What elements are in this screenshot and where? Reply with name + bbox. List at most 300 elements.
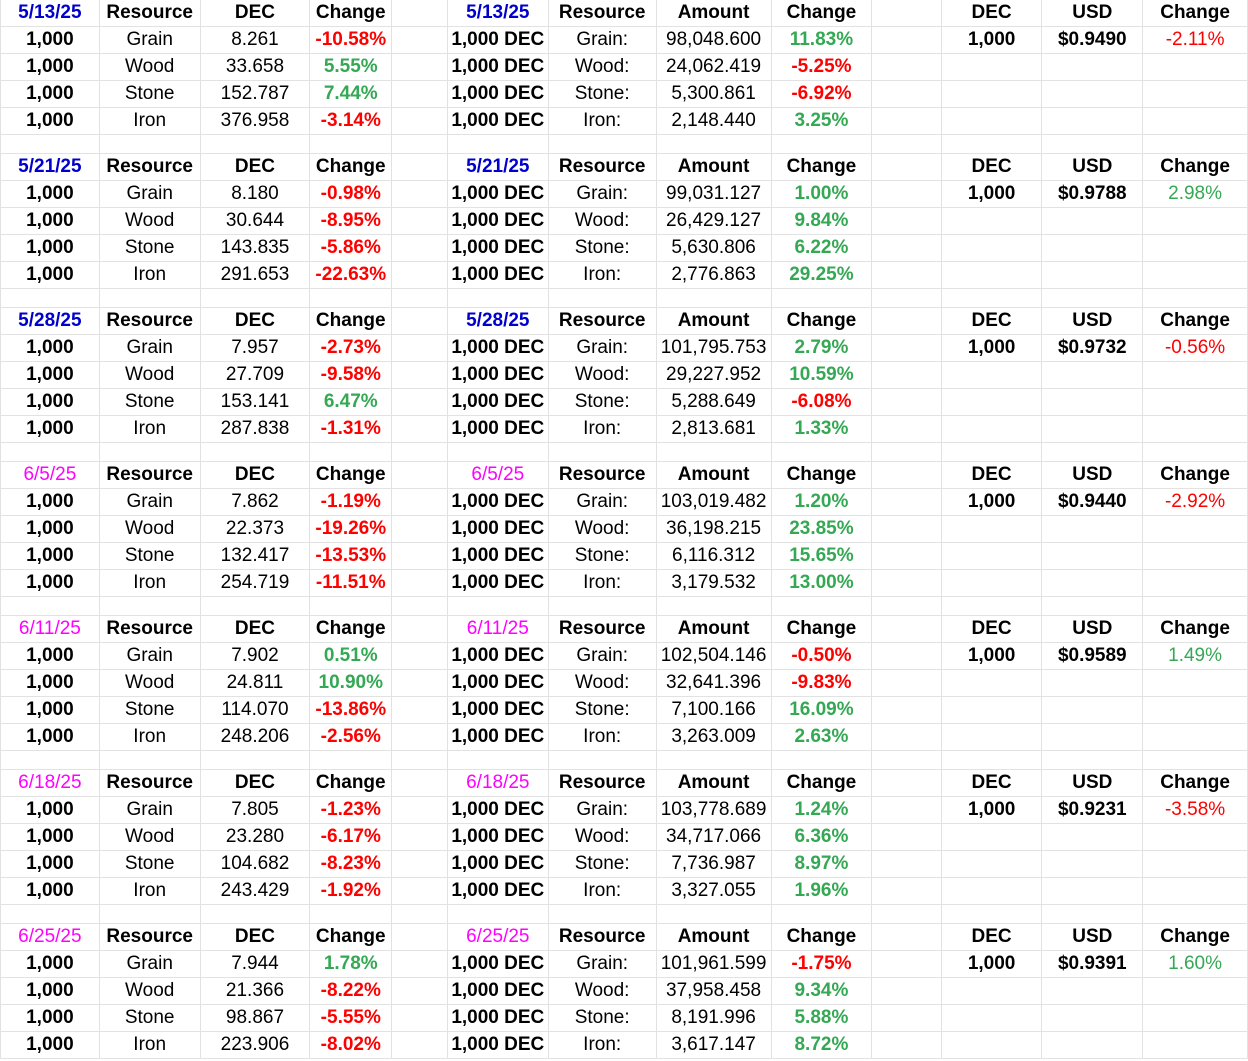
empty-cell[interactable] — [656, 905, 771, 924]
empty-cell[interactable] — [1042, 751, 1143, 770]
resource-cell[interactable]: Wood — [99, 978, 200, 1005]
resource-cell[interactable]: Stone — [99, 81, 200, 108]
amount-cell[interactable]: 36,198.215 — [656, 516, 771, 543]
empty-cell[interactable] — [941, 443, 1042, 462]
resource-cell[interactable]: Stone: — [548, 697, 656, 724]
empty-cell[interactable] — [392, 135, 448, 154]
header-cell-dec[interactable]: DEC — [200, 924, 310, 951]
amount-cell[interactable]: 5,300.861 — [656, 81, 771, 108]
empty-cell[interactable] — [1143, 443, 1248, 462]
resource-cell[interactable]: Wood: — [548, 978, 656, 1005]
empty-cell[interactable] — [872, 289, 941, 308]
change-cell[interactable]: 8.72% — [771, 1032, 872, 1059]
empty-cell[interactable] — [1042, 543, 1143, 570]
amount-cell[interactable]: 103,019.482 — [656, 489, 771, 516]
usd-change-cell[interactable]: 1.60% — [1143, 951, 1248, 978]
qty-cell[interactable]: 1,000 — [1, 489, 100, 516]
empty-cell[interactable] — [200, 905, 310, 924]
header-cell-dec[interactable]: DEC — [200, 154, 310, 181]
resource-cell[interactable]: Grain: — [548, 643, 656, 670]
empty-cell[interactable] — [392, 570, 448, 597]
amount-cell[interactable]: 3,617.147 — [656, 1032, 771, 1059]
dec-qty-cell[interactable]: 1,000 DEC — [447, 824, 548, 851]
empty-cell[interactable] — [941, 1005, 1042, 1032]
dec-qty-cell[interactable]: 1,000 DEC — [447, 262, 548, 289]
dec-price-cell[interactable]: 291.653 — [200, 262, 310, 289]
amount-cell[interactable]: 7,736.987 — [656, 851, 771, 878]
amount-cell[interactable]: 2,813.681 — [656, 416, 771, 443]
dec-qty-cell[interactable]: 1,000 DEC — [447, 543, 548, 570]
change-cell[interactable]: 9.34% — [771, 978, 872, 1005]
change-cell[interactable]: 13.00% — [771, 570, 872, 597]
header-cell-dec[interactable]: DEC — [200, 770, 310, 797]
qty-cell[interactable]: 1,000 — [1, 335, 100, 362]
resource-cell[interactable]: Grain — [99, 181, 200, 208]
empty-cell[interactable] — [1042, 443, 1143, 462]
dec-price-cell[interactable]: 287.838 — [200, 416, 310, 443]
dec-price-cell[interactable]: 143.835 — [200, 235, 310, 262]
qty-cell[interactable]: 1,000 — [1, 643, 100, 670]
empty-cell[interactable] — [1143, 54, 1248, 81]
dec-qty-cell[interactable]: 1,000 DEC — [447, 81, 548, 108]
empty-cell[interactable] — [872, 54, 941, 81]
header-cell-change[interactable]: Change — [1143, 924, 1248, 951]
empty-cell[interactable] — [872, 597, 941, 616]
week-date-cell[interactable]: 6/25/25 — [447, 924, 548, 951]
resource-cell[interactable]: Wood: — [548, 516, 656, 543]
empty-cell[interactable] — [447, 597, 548, 616]
empty-cell[interactable] — [1042, 724, 1143, 751]
empty-cell[interactable] — [1042, 289, 1143, 308]
resource-cell[interactable]: Wood: — [548, 362, 656, 389]
dec-price-cell[interactable]: 132.417 — [200, 543, 310, 570]
empty-cell[interactable] — [310, 443, 392, 462]
empty-cell[interactable] — [392, 489, 448, 516]
empty-cell[interactable] — [1143, 81, 1248, 108]
empty-cell[interactable] — [1, 443, 100, 462]
resource-cell[interactable]: Stone: — [548, 389, 656, 416]
empty-cell[interactable] — [392, 597, 448, 616]
amount-cell[interactable]: 2,148.440 — [656, 108, 771, 135]
resource-cell[interactable]: Iron — [99, 878, 200, 905]
empty-cell[interactable] — [392, 181, 448, 208]
empty-cell[interactable] — [1143, 389, 1248, 416]
usd-price-cell[interactable]: $0.9231 — [1042, 797, 1143, 824]
dec-price-cell[interactable]: 30.644 — [200, 208, 310, 235]
qty-cell[interactable]: 1,000 — [1, 951, 100, 978]
change-cell[interactable]: -5.86% — [310, 235, 392, 262]
dec-qty-cell[interactable]: 1,000 DEC — [447, 1032, 548, 1059]
empty-cell[interactable] — [872, 670, 941, 697]
qty-cell[interactable]: 1,000 — [1, 235, 100, 262]
header-cell-resource[interactable]: Resource — [548, 154, 656, 181]
change-cell[interactable]: -13.53% — [310, 543, 392, 570]
header-cell-dec[interactable]: DEC — [941, 462, 1042, 489]
empty-cell[interactable] — [1042, 516, 1143, 543]
usd-price-cell[interactable]: $0.9788 — [1042, 181, 1143, 208]
empty-cell[interactable] — [941, 235, 1042, 262]
resource-cell[interactable]: Wood — [99, 362, 200, 389]
empty-cell[interactable] — [771, 597, 872, 616]
header-cell-change[interactable]: Change — [310, 924, 392, 951]
amount-cell[interactable]: 101,795.753 — [656, 335, 771, 362]
change-cell[interactable]: 1.78% — [310, 951, 392, 978]
change-cell[interactable]: 1.96% — [771, 878, 872, 905]
empty-cell[interactable] — [1143, 108, 1248, 135]
change-cell[interactable]: -1.19% — [310, 489, 392, 516]
header-cell-dec[interactable]: DEC — [941, 154, 1042, 181]
empty-cell[interactable] — [392, 108, 448, 135]
change-cell[interactable]: -8.23% — [310, 851, 392, 878]
dec-price-cell[interactable]: 153.141 — [200, 389, 310, 416]
change-cell[interactable]: 5.88% — [771, 1005, 872, 1032]
empty-cell[interactable] — [1042, 235, 1143, 262]
empty-cell[interactable] — [99, 443, 200, 462]
empty-cell[interactable] — [1143, 262, 1248, 289]
dec-qty-cell[interactable]: 1,000 DEC — [447, 335, 548, 362]
empty-cell[interactable] — [941, 978, 1042, 1005]
header-cell-resource[interactable]: Resource — [99, 616, 200, 643]
header-cell-resource[interactable]: Resource — [99, 0, 200, 27]
empty-cell[interactable] — [941, 135, 1042, 154]
usd-change-cell[interactable]: -2.92% — [1143, 489, 1248, 516]
dec-qty-cell[interactable]: 1,000 DEC — [447, 797, 548, 824]
empty-cell[interactable] — [1, 135, 100, 154]
resource-cell[interactable]: Iron: — [548, 570, 656, 597]
empty-cell[interactable] — [200, 751, 310, 770]
usd-dec-cell[interactable]: 1,000 — [941, 643, 1042, 670]
qty-cell[interactable]: 1,000 — [1, 824, 100, 851]
empty-cell[interactable] — [1042, 1005, 1143, 1032]
empty-cell[interactable] — [872, 724, 941, 751]
amount-cell[interactable]: 24,062.419 — [656, 54, 771, 81]
empty-cell[interactable] — [872, 797, 941, 824]
empty-cell[interactable] — [1143, 1005, 1248, 1032]
change-cell[interactable]: -2.73% — [310, 335, 392, 362]
dec-qty-cell[interactable]: 1,000 DEC — [447, 362, 548, 389]
usd-dec-cell[interactable]: 1,000 — [941, 335, 1042, 362]
empty-cell[interactable] — [872, 697, 941, 724]
header-cell-change[interactable]: Change — [771, 770, 872, 797]
empty-cell[interactable] — [872, 570, 941, 597]
header-cell-usd[interactable]: USD — [1042, 616, 1143, 643]
empty-cell[interactable] — [392, 924, 448, 951]
empty-cell[interactable] — [1042, 262, 1143, 289]
header-cell-change[interactable]: Change — [771, 616, 872, 643]
change-cell[interactable]: 9.84% — [771, 208, 872, 235]
header-cell-change[interactable]: Change — [310, 462, 392, 489]
amount-cell[interactable]: 5,630.806 — [656, 235, 771, 262]
resource-cell[interactable]: Grain — [99, 643, 200, 670]
empty-cell[interactable] — [872, 362, 941, 389]
change-cell[interactable]: 1.00% — [771, 181, 872, 208]
resource-cell[interactable]: Grain — [99, 797, 200, 824]
empty-cell[interactable] — [1, 905, 100, 924]
empty-cell[interactable] — [1143, 416, 1248, 443]
dec-price-cell[interactable]: 98.867 — [200, 1005, 310, 1032]
dec-price-cell[interactable]: 21.366 — [200, 978, 310, 1005]
header-cell-amount[interactable]: Amount — [656, 924, 771, 951]
resource-cell[interactable]: Stone: — [548, 851, 656, 878]
empty-cell[interactable] — [392, 54, 448, 81]
change-cell[interactable]: -19.26% — [310, 516, 392, 543]
amount-cell[interactable]: 26,429.127 — [656, 208, 771, 235]
qty-cell[interactable]: 1,000 — [1, 389, 100, 416]
empty-cell[interactable] — [941, 570, 1042, 597]
empty-cell[interactable] — [392, 389, 448, 416]
resource-cell[interactable]: Stone — [99, 1005, 200, 1032]
week-date-cell[interactable]: 6/5/25 — [1, 462, 100, 489]
empty-cell[interactable] — [310, 135, 392, 154]
empty-cell[interactable] — [872, 235, 941, 262]
week-date-cell[interactable]: 5/13/25 — [1, 0, 100, 27]
empty-cell[interactable] — [872, 335, 941, 362]
empty-cell[interactable] — [872, 0, 941, 27]
empty-cell[interactable] — [656, 443, 771, 462]
empty-cell[interactable] — [941, 697, 1042, 724]
dec-price-cell[interactable]: 7.862 — [200, 489, 310, 516]
empty-cell[interactable] — [310, 905, 392, 924]
qty-cell[interactable]: 1,000 — [1, 978, 100, 1005]
dec-qty-cell[interactable]: 1,000 DEC — [447, 54, 548, 81]
dec-qty-cell[interactable]: 1,000 DEC — [447, 1005, 548, 1032]
empty-cell[interactable] — [656, 597, 771, 616]
dec-price-cell[interactable]: 8.180 — [200, 181, 310, 208]
amount-cell[interactable]: 5,288.649 — [656, 389, 771, 416]
amount-cell[interactable]: 103,778.689 — [656, 797, 771, 824]
change-cell[interactable]: 10.90% — [310, 670, 392, 697]
header-cell-change[interactable]: Change — [1143, 462, 1248, 489]
week-date-cell[interactable]: 5/28/25 — [447, 308, 548, 335]
empty-cell[interactable] — [872, 81, 941, 108]
empty-cell[interactable] — [1143, 570, 1248, 597]
empty-cell[interactable] — [872, 208, 941, 235]
qty-cell[interactable]: 1,000 — [1, 81, 100, 108]
empty-cell[interactable] — [392, 289, 448, 308]
header-cell-dec[interactable]: DEC — [941, 0, 1042, 27]
resource-cell[interactable]: Iron — [99, 262, 200, 289]
usd-price-cell[interactable]: $0.9732 — [1042, 335, 1143, 362]
empty-cell[interactable] — [392, 724, 448, 751]
qty-cell[interactable]: 1,000 — [1, 878, 100, 905]
header-cell-usd[interactable]: USD — [1042, 462, 1143, 489]
qty-cell[interactable]: 1,000 — [1, 851, 100, 878]
resource-cell[interactable]: Wood — [99, 670, 200, 697]
dec-qty-cell[interactable]: 1,000 DEC — [447, 670, 548, 697]
empty-cell[interactable] — [1143, 851, 1248, 878]
empty-cell[interactable] — [1042, 670, 1143, 697]
resource-cell[interactable]: Wood: — [548, 670, 656, 697]
dec-price-cell[interactable]: 27.709 — [200, 362, 310, 389]
change-cell[interactable]: -1.92% — [310, 878, 392, 905]
header-cell-resource[interactable]: Resource — [99, 770, 200, 797]
empty-cell[interactable] — [872, 308, 941, 335]
header-cell-amount[interactable]: Amount — [656, 154, 771, 181]
week-date-cell[interactable]: 5/13/25 — [447, 0, 548, 27]
empty-cell[interactable] — [872, 1032, 941, 1059]
empty-cell[interactable] — [872, 489, 941, 516]
empty-cell[interactable] — [941, 878, 1042, 905]
resource-cell[interactable]: Grain: — [548, 489, 656, 516]
empty-cell[interactable] — [941, 389, 1042, 416]
header-cell-change[interactable]: Change — [771, 0, 872, 27]
resource-cell[interactable]: Iron — [99, 108, 200, 135]
empty-cell[interactable] — [1042, 597, 1143, 616]
change-cell[interactable]: 2.79% — [771, 335, 872, 362]
resource-cell[interactable]: Grain: — [548, 335, 656, 362]
dec-price-cell[interactable]: 7.957 — [200, 335, 310, 362]
header-cell-resource[interactable]: Resource — [548, 308, 656, 335]
resource-cell[interactable]: Grain: — [548, 951, 656, 978]
header-cell-usd[interactable]: USD — [1042, 924, 1143, 951]
empty-cell[interactable] — [392, 797, 448, 824]
empty-cell[interactable] — [872, 416, 941, 443]
empty-cell[interactable] — [200, 135, 310, 154]
empty-cell[interactable] — [392, 824, 448, 851]
empty-cell[interactable] — [872, 262, 941, 289]
dec-price-cell[interactable]: 243.429 — [200, 878, 310, 905]
header-cell-amount[interactable]: Amount — [656, 308, 771, 335]
change-cell[interactable]: -1.23% — [310, 797, 392, 824]
header-cell-change[interactable]: Change — [1143, 154, 1248, 181]
empty-cell[interactable] — [1, 751, 100, 770]
empty-cell[interactable] — [200, 443, 310, 462]
header-cell-change[interactable]: Change — [310, 616, 392, 643]
dec-qty-cell[interactable]: 1,000 DEC — [447, 951, 548, 978]
empty-cell[interactable] — [392, 878, 448, 905]
change-cell[interactable]: 5.55% — [310, 54, 392, 81]
empty-cell[interactable] — [392, 262, 448, 289]
empty-cell[interactable] — [941, 851, 1042, 878]
empty-cell[interactable] — [941, 905, 1042, 924]
empty-cell[interactable] — [1143, 289, 1248, 308]
empty-cell[interactable] — [392, 335, 448, 362]
usd-dec-cell[interactable]: 1,000 — [941, 489, 1042, 516]
header-cell-dec[interactable]: DEC — [941, 770, 1042, 797]
header-cell-dec[interactable]: DEC — [941, 308, 1042, 335]
change-cell[interactable]: -9.83% — [771, 670, 872, 697]
empty-cell[interactable] — [447, 905, 548, 924]
header-cell-usd[interactable]: USD — [1042, 0, 1143, 27]
header-cell-change[interactable]: Change — [1143, 770, 1248, 797]
header-cell-amount[interactable]: Amount — [656, 0, 771, 27]
header-cell-resource[interactable]: Resource — [548, 770, 656, 797]
qty-cell[interactable]: 1,000 — [1, 27, 100, 54]
empty-cell[interactable] — [1042, 416, 1143, 443]
change-cell[interactable]: -6.08% — [771, 389, 872, 416]
resource-cell[interactable]: Grain — [99, 489, 200, 516]
header-cell-dec[interactable]: DEC — [941, 616, 1042, 643]
change-cell[interactable]: 23.85% — [771, 516, 872, 543]
resource-cell[interactable]: Iron: — [548, 724, 656, 751]
empty-cell[interactable] — [941, 597, 1042, 616]
empty-cell[interactable] — [771, 135, 872, 154]
resource-cell[interactable]: Grain — [99, 951, 200, 978]
empty-cell[interactable] — [200, 597, 310, 616]
empty-cell[interactable] — [872, 951, 941, 978]
change-cell[interactable]: 2.63% — [771, 724, 872, 751]
empty-cell[interactable] — [941, 108, 1042, 135]
empty-cell[interactable] — [1042, 81, 1143, 108]
amount-cell[interactable]: 99,031.127 — [656, 181, 771, 208]
resource-cell[interactable]: Grain — [99, 27, 200, 54]
empty-cell[interactable] — [1143, 362, 1248, 389]
empty-cell[interactable] — [872, 543, 941, 570]
change-cell[interactable]: -5.25% — [771, 54, 872, 81]
amount-cell[interactable]: 8,191.996 — [656, 1005, 771, 1032]
empty-cell[interactable] — [548, 443, 656, 462]
empty-cell[interactable] — [941, 1032, 1042, 1059]
dec-price-cell[interactable]: 7.805 — [200, 797, 310, 824]
change-cell[interactable]: -2.56% — [310, 724, 392, 751]
empty-cell[interactable] — [392, 462, 448, 489]
empty-cell[interactable] — [941, 362, 1042, 389]
change-cell[interactable]: 6.22% — [771, 235, 872, 262]
empty-cell[interactable] — [872, 1005, 941, 1032]
header-cell-usd[interactable]: USD — [1042, 308, 1143, 335]
empty-cell[interactable] — [99, 135, 200, 154]
resource-cell[interactable]: Grain: — [548, 181, 656, 208]
empty-cell[interactable] — [447, 751, 548, 770]
header-cell-resource[interactable]: Resource — [99, 924, 200, 951]
empty-cell[interactable] — [392, 697, 448, 724]
week-date-cell[interactable]: 5/21/25 — [447, 154, 548, 181]
qty-cell[interactable]: 1,000 — [1, 1005, 100, 1032]
change-cell[interactable]: 0.51% — [310, 643, 392, 670]
change-cell[interactable]: -22.63% — [310, 262, 392, 289]
change-cell[interactable]: -5.55% — [310, 1005, 392, 1032]
dec-price-cell[interactable]: 254.719 — [200, 570, 310, 597]
usd-dec-cell[interactable]: 1,000 — [941, 797, 1042, 824]
header-cell-resource[interactable]: Resource — [548, 462, 656, 489]
empty-cell[interactable] — [1042, 570, 1143, 597]
header-cell-change[interactable]: Change — [310, 154, 392, 181]
change-cell[interactable]: 6.36% — [771, 824, 872, 851]
empty-cell[interactable] — [872, 108, 941, 135]
header-cell-change[interactable]: Change — [1143, 308, 1248, 335]
empty-cell[interactable] — [1143, 670, 1248, 697]
empty-cell[interactable] — [872, 443, 941, 462]
change-cell[interactable]: -8.22% — [310, 978, 392, 1005]
change-cell[interactable]: 3.25% — [771, 108, 872, 135]
header-cell-change[interactable]: Change — [1143, 0, 1248, 27]
change-cell[interactable]: -8.95% — [310, 208, 392, 235]
dec-price-cell[interactable]: 24.811 — [200, 670, 310, 697]
header-cell-change[interactable]: Change — [310, 308, 392, 335]
empty-cell[interactable] — [941, 262, 1042, 289]
empty-cell[interactable] — [392, 362, 448, 389]
dec-qty-cell[interactable]: 1,000 DEC — [447, 643, 548, 670]
change-cell[interactable]: -9.58% — [310, 362, 392, 389]
change-cell[interactable]: 8.97% — [771, 851, 872, 878]
empty-cell[interactable] — [392, 751, 448, 770]
dec-qty-cell[interactable]: 1,000 DEC — [447, 697, 548, 724]
change-cell[interactable]: 1.24% — [771, 797, 872, 824]
dec-price-cell[interactable]: 33.658 — [200, 54, 310, 81]
empty-cell[interactable] — [941, 81, 1042, 108]
resource-cell[interactable]: Iron — [99, 724, 200, 751]
dec-price-cell[interactable]: 248.206 — [200, 724, 310, 751]
empty-cell[interactable] — [392, 208, 448, 235]
dec-price-cell[interactable]: 104.682 — [200, 851, 310, 878]
resource-cell[interactable]: Stone — [99, 851, 200, 878]
empty-cell[interactable] — [392, 543, 448, 570]
empty-cell[interactable] — [872, 851, 941, 878]
resource-cell[interactable]: Wood — [99, 208, 200, 235]
empty-cell[interactable] — [392, 516, 448, 543]
dec-qty-cell[interactable]: 1,000 DEC — [447, 235, 548, 262]
dec-qty-cell[interactable]: 1,000 DEC — [447, 978, 548, 1005]
